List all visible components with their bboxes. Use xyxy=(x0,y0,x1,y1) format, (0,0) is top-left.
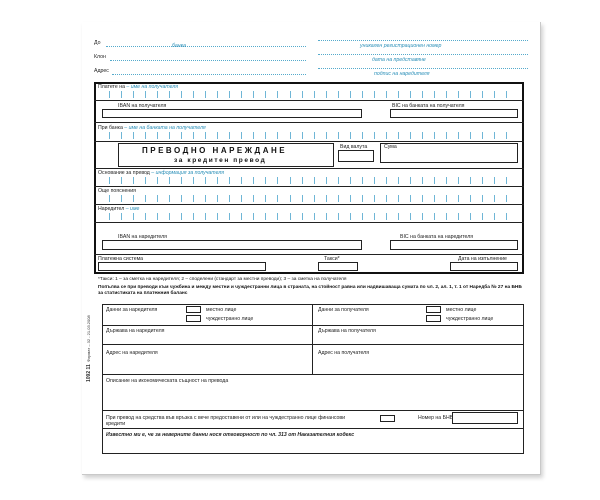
form-subtitle: за кредитен превод xyxy=(174,157,267,164)
row-divider xyxy=(94,100,524,101)
bop-row-divider xyxy=(102,374,524,375)
bic-payee-field[interactable] xyxy=(390,109,518,118)
adres-label: Адрес xyxy=(94,68,109,74)
payee-foreign-checkbox[interactable] xyxy=(426,315,441,322)
bic-orderer-label: BIC на банката на наредителя xyxy=(400,234,474,240)
orderer-local-checkbox[interactable] xyxy=(186,306,201,313)
do-label: До xyxy=(94,40,101,46)
row-divider xyxy=(94,141,524,142)
orderer-foreign-checkbox[interactable] xyxy=(186,315,201,322)
bnb-checkbox[interactable] xyxy=(380,415,395,422)
payee-foreign-label: чуждестранно лице xyxy=(446,316,494,322)
iban-payee-label: IBAN на получателя xyxy=(118,103,167,109)
bop-note: Попълва се при преводи към чужбина и между местни и чуждестранни лица в страната, на стойност равна или надвишаваща сумата по чл. 2, ал. 1, т. 1 от Наредба № 27 на БНБ за статистиката на платежния баланс xyxy=(98,285,522,296)
reason-label: Основание за превод – информация за получателя xyxy=(98,170,225,176)
amount-field[interactable] xyxy=(380,143,518,163)
date-line[interactable] xyxy=(318,54,528,55)
row-divider xyxy=(94,122,524,123)
reg-number-hint: уникален регистрационен номер xyxy=(360,43,442,49)
iban-payee-field[interactable] xyxy=(102,109,362,118)
orderer-address-label: Адрес на наредителя xyxy=(106,350,158,356)
bnb-number-label: Номер на БНБ xyxy=(418,415,454,421)
do-hint: банка xyxy=(172,43,186,49)
bop-row-divider xyxy=(102,410,524,411)
payment-system-field[interactable] xyxy=(98,262,266,271)
payment-system-label: Платежна система xyxy=(98,256,144,262)
date-hint: дата на представяне xyxy=(372,57,426,63)
payee-local-checkbox[interactable] xyxy=(426,306,441,313)
at-bank-label: При банка – име на банката на получателя xyxy=(98,125,206,131)
payee-name-field[interactable] xyxy=(98,91,518,98)
exec-date-field[interactable] xyxy=(450,262,518,271)
declaration: Известно ми е, че за неверните данни нося отговорност по чл. 313 от Наказателния кодекс xyxy=(106,432,355,438)
iban-orderer-label: IBAN на наредителя xyxy=(118,234,167,240)
reason-field[interactable] xyxy=(98,177,518,184)
orderer-local-label: местно лице xyxy=(206,307,237,313)
payee-country-label: Държава на получателя xyxy=(318,328,376,334)
more-details-field[interactable] xyxy=(98,195,518,202)
bop-row-divider xyxy=(102,428,524,429)
iban-orderer-field[interactable] xyxy=(102,240,362,250)
description-label: Описание на икономическата същност на превода xyxy=(106,378,229,384)
currency-field[interactable] xyxy=(338,150,374,162)
orderer-name-field[interactable] xyxy=(98,213,518,220)
row-divider xyxy=(94,204,524,205)
payment-order-sheet xyxy=(82,22,541,475)
payee-local-label: местно лице xyxy=(446,307,477,313)
do-line[interactable] xyxy=(106,46,306,47)
bic-payee-label: BIC на банката на получателя xyxy=(392,103,465,109)
form-code: 1092 11 xyxy=(86,364,92,382)
currency-label: Вид валута xyxy=(340,144,368,150)
row-divider xyxy=(94,222,524,223)
bnb-number-field[interactable] xyxy=(452,412,518,424)
bic-orderer-field[interactable] xyxy=(390,240,518,250)
payee-data-label: Данни за получателя xyxy=(318,307,369,313)
orderer-label: Наредител – име xyxy=(98,206,140,212)
fees-field[interactable] xyxy=(318,262,358,271)
row-divider xyxy=(94,168,524,169)
bop-divider xyxy=(312,304,313,374)
payee-label: Платете на – име на получателя xyxy=(98,84,179,90)
more-details-label: Още пояснения xyxy=(98,188,136,194)
bnb-question: При превод на средства във връзка с вече предоставени от или на чуждестранно лице финансови кредити xyxy=(106,415,346,427)
adres-line[interactable] xyxy=(112,74,306,75)
klon-line[interactable] xyxy=(110,60,306,61)
payee-address-label: Адрес на получателя xyxy=(318,350,370,356)
exec-date-label: Дата на изпълнение xyxy=(458,256,507,262)
orderer-country-label: Държава на наредителя xyxy=(106,328,165,334)
signature-line[interactable] xyxy=(318,68,528,69)
orderer-data-label: Данни за наредителя xyxy=(106,307,158,313)
reg-number-line[interactable] xyxy=(318,40,528,41)
orderer-foreign-label: чуждестранно лице xyxy=(206,316,254,322)
klon-label: Клон xyxy=(94,54,106,60)
form-format: Формат – 32 - 21.03.2008 xyxy=(86,315,91,362)
row-divider xyxy=(94,186,524,187)
fees-label: Такси* xyxy=(324,256,340,262)
bop-row-divider xyxy=(102,325,524,326)
form-title: ПРЕВОДНО НАРЕЖДАНЕ xyxy=(142,146,288,155)
amount-label: Сума xyxy=(384,144,397,150)
bop-row-divider xyxy=(102,344,524,345)
signature-hint: подпис на наредителя xyxy=(374,71,430,77)
bank-name-field[interactable] xyxy=(98,132,518,139)
fees-note: *Такси: 1 – за сметка на наредителя; 2 – споделени (стандарт за местни преводи); 3 – за сметка на получателя xyxy=(98,277,347,282)
row-divider xyxy=(94,254,524,255)
